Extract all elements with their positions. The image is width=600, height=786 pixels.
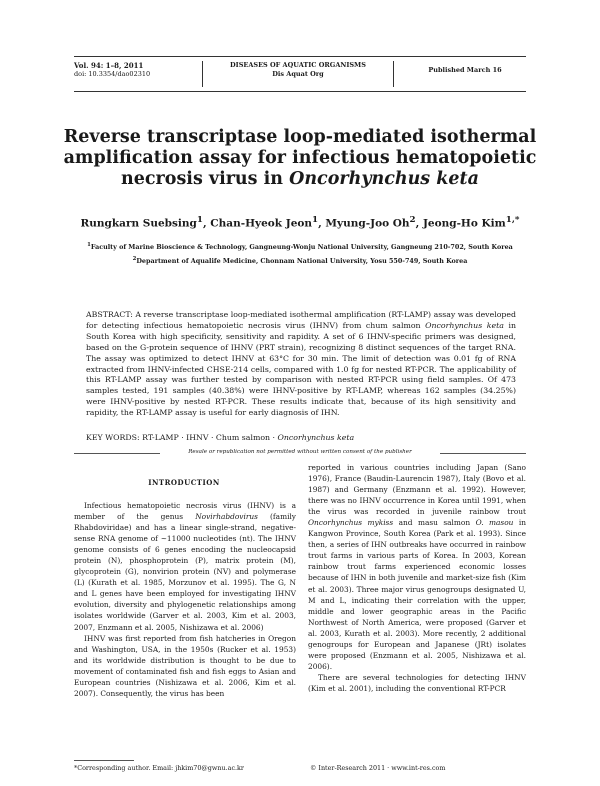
author-3-sup: 2: [409, 215, 416, 225]
title-species: Oncorhynchus keta: [289, 169, 479, 189]
intro-paragraph-2: IHNV was first reported from fish hatcheries in Oregon and Washington, USA, in the 1950s (Rucker et al. 1953) and its worldwide distribution is thought to be due to movement of contaminated fish and fish eggs to Asian and European countries (Nishizawa et al. 2006, Kim et al. 2007). Consequently, the virus has been: [74, 633, 296, 698]
affiliation-1-sup: 1: [87, 242, 91, 248]
header-journal-block: [202, 61, 394, 87]
affiliation-2-text: Department of Aqualife Medicine, Chonnam National University, Yosu 550-749, South Korea: [136, 257, 468, 266]
header-volume-block: [74, 61, 194, 79]
author-1: Rungkarn Suebsing: [80, 217, 197, 230]
paper-title: [60, 127, 540, 190]
author-4: Jeong-Ho Kim: [422, 217, 506, 230]
intro-p1-text-b: (family Rhabdoviridae) and has a linear single-strand, negative-sense RNA genome of ~11000 nucleotides (nt). The IHNV genome consists of 6 genes encoding the nucleocapsid protein (N), phosphoprotein (P), matrix protein (M), glycoprotein (G), nonvirion protein (NV) and polymerase (L) (Kurath et al. 1985, Morzunov et al. 1995). The G, N and L genes have been employed for investigating IHNV evolution, diversity and phylogenetic relationships among isolates worldwide (Garver et al. 2003, Kim et al. 2003, 2007, Enzmann et al. 2005, Nishizawa et al. 2006): [74, 512, 296, 632]
intro-r1-text-b: and masu salmon: [393, 518, 476, 528]
abstract-species: Oncorhynchus keta: [425, 320, 504, 330]
intro-r1-text-c: in Kangwon Province, South Korea (Park et al. 1993). Since then, a series of IHN outbreaks have occurred in rainbow trout farms in various parts of Korea. In 2003, Korean rainbow trout farms experienced economic losses because of IHN in both juvenile and market-size fish (Kim et al. 2003). Three major virus genogroups designated U, M and L, indicating their correlation with the upper, middle and lower geographic areas in the Pacific Northwest of North America, were proposed (Garver et al. 2003, Kurath et al. 2003). More recently, 2 additional genogroups for European and Japanese (JRt) isolates were proposed (Enzmann et al. 2005, Nishizawa et al. 2006).: [308, 518, 526, 671]
republication-notice: Resale or republication not permitted without written consent of the publisher: [160, 449, 440, 455]
author-4-sup: 1,*: [505, 215, 520, 225]
keywords: [86, 433, 516, 442]
abstract-text-1: ABSTRACT: A reverse transcriptase loop-mediated isothermal amplification (RT-LAMP) assay was developed for detecting infectious hematopoietic necrosis virus (IHNV) from chum salmon: [86, 310, 516, 330]
intro-genus: Novirhabdovirus: [195, 512, 258, 522]
journal-name: DISEASES OF AQUATIC ORGANISMS: [230, 61, 366, 69]
intro-species-mykiss: Oncorhynchus mykiss: [308, 518, 394, 528]
title-line-3-text: necrosis virus in: [121, 169, 290, 189]
keywords-species: Oncorhynchus keta: [277, 433, 355, 442]
intro-p1-text-a: Infectious hematopoietic necrosis virus (IHNV) is a member of the genus: [74, 501, 296, 522]
title-line-2: amplification assay for infectious hematopoietic: [63, 148, 537, 168]
published-date: Published March 16: [428, 66, 502, 74]
right-column: [308, 462, 526, 694]
doi-label: doi: 10.3354/dao02310: [74, 70, 151, 78]
author-2-sup: 1: [312, 215, 319, 225]
intro-paragraph-4: There are several technologies for detecting IHNV (Kim et al. 2001), including the conventional RT-PCR: [308, 672, 526, 693]
author-list: Rungkarn Suebsing$^1$, Chan-Hyeok Jeon$^1$, Myung-Joo Oh$^2$, Jeong-Ho Kim$^{1,*}$: [80, 215, 520, 230]
intro-paragraph-1: [74, 500, 296, 633]
keywords-list: RT-LAMP · IHNV · Chum salmon ·: [142, 433, 278, 442]
corresponding-author: *Corresponding author. Email: jhkim70@gwnu.ac.kr: [74, 764, 244, 772]
author-2: Chan-Hyeok Jeon: [210, 217, 313, 230]
affiliation-2-sup: 2: [132, 256, 137, 263]
keywords-label: KEY WORDS:: [86, 433, 140, 442]
abstract: [86, 310, 516, 419]
left-column: [74, 500, 296, 699]
intro-r1-text-a: reported in various countries including Japan (Sano 1976), France (Baudin-Laurencin 1987), Italy (Bovo et al. 1987) and Germany (Enzmann et al. 1992). However, there was no IHNV occurrence in Korea until 1991, when the virus was recorded in juvenile rainbow trout: [308, 463, 526, 517]
intro-paragraph-3: [308, 462, 526, 672]
section-heading-introduction: INTRODUCTION: [148, 478, 220, 487]
footnote-rule: [74, 760, 134, 761]
title-line-1: Reverse transcriptase loop-mediated isothermal: [63, 127, 537, 147]
author-3: Myung-Joo Oh: [325, 217, 410, 230]
journal-abbrev: Dis Aquat Org: [272, 70, 324, 78]
volume-label: Vol. 94: 1–8, 2011: [74, 61, 144, 70]
journal-header: [74, 56, 526, 92]
affiliations: [60, 239, 540, 267]
intro-species-masou: O. masou: [475, 518, 514, 528]
affiliation-2: [60, 253, 540, 267]
abstract-text-2: in South Korea with high specificity, sensitivity and rapidity. A set of 6 IHNV-specific primers was designed, based on the G-protein sequence of IHNV (PRT strain), recognizing 8 distinct sequences of the target RNA. The assay was optimized to detect IHNV at 63°C for 30 min. The limit of detection was 0.01 fg of RNA extracted from IHNV-infected CHSE-214 cells, compared with 1.0 fg for nested RT-PCR. The applicability of this RT-LAMP assay was further tested by comparison with nested RT-PCR using field samples. Of 473 samples tested, 191 samples (40.38%) were IHNV-positive by RT-LAMP, whereas 162 samples (34.25%) were IHNV-positive by nested RT-PCR. These results indicate that, because of its high sensitivity and rapidity, the RT-LAMP assay is useful for early diagnosis of IHN.: [86, 320, 516, 418]
affiliation-1: [60, 239, 540, 253]
copyright: © Inter-Research 2011 · www.int-res.com: [310, 764, 446, 772]
title-line-3: [60, 169, 540, 190]
author-1-sup: 1: [196, 215, 203, 225]
affiliation-1-text: Faculty of Marine Bioscience & Technology, Gangneung-Wonju National University, Gangneung 210-702, South Korea: [90, 243, 513, 252]
